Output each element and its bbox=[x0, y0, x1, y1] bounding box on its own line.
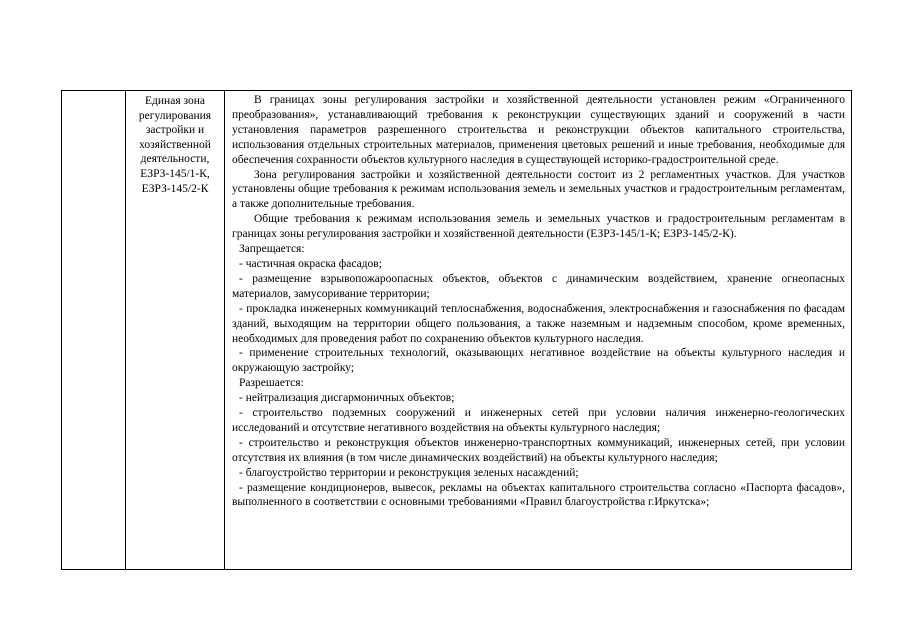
list-item: - размещение взрывопожароопасных объектов, объектов с динамическим воздействием, хранение огнеопасных материалов, замусоривание территории; bbox=[232, 272, 845, 300]
list-item: - строительство и реконструкция объектов инженерно-транспортных коммуникаций, инженерных сетей, при условии отсутствия их влияния (в том числе динамических воздействий) на объекты культурного наследия; bbox=[232, 436, 845, 464]
list-item: - частичная окраска фасадов; bbox=[239, 257, 382, 270]
allowed-heading: Разрешается: bbox=[239, 377, 304, 390]
prohibited-heading: Запрещается: bbox=[239, 243, 305, 256]
requirements-cell bbox=[225, 91, 852, 570]
number-cell bbox=[62, 91, 126, 570]
zone-name: Единая зона регулирования застройки и хозяйственной деятельности, ЕЗРЗ-145/1-К, ЕЗРЗ-145/2-К bbox=[138, 95, 212, 195]
paragraph: В границах зоны регулирования застройки и хозяйственной деятельности установлен режим «Ограниченного преобразования», устанавливающий требования к реконструкции существующих зданий и сооружений в части установления параметров разрешенного строительства и реконструкции объектов капитального строительства, использования отдельных строительных материалов, применения цветовых решений и иные требования, необходимые для обеспечения сохранности объектов культурного наследия в существующей историко-градостроительной среде. bbox=[232, 94, 845, 166]
list-item: - нейтрализация дисгармоничных объектов; bbox=[239, 392, 455, 405]
list-item: - размещение кондиционеров, вывесок, рекламы на объектах капитального строительства согласно «Паспорта фасадов», выполненного в соответствии с основными требованиями «Правил благоустройства г.Иркутска»; bbox=[232, 481, 845, 509]
requirements-text bbox=[225, 91, 851, 510]
table-row bbox=[62, 91, 852, 570]
list-item: - строительство подземных сооружений и инженерных сетей при условии наличия инженерно-геологических исследований и отсутствие негативного воздействия на объекты культурного наследия; bbox=[232, 407, 845, 434]
zone-cell bbox=[126, 91, 225, 570]
list-item: - применение строительных технологий, оказывающих негативное воздействие на объекты культурного наследия и окружающую застройку; bbox=[232, 347, 845, 375]
list-item: - прокладка инженерных коммуникаций теплоснабжения, водоснабжения, электроснабжения и газоснабжения по фасадам зданий, выходящим на территории общего пользования, а также наземным и надземным способом, кроме временных, необходимых для проведения работ по сохранению объектов культурного наследия. bbox=[232, 302, 845, 345]
list-item: - благоустройство территории и реконструкция зеленых насаждений; bbox=[239, 466, 579, 479]
paragraph: Зона регулирования застройки и хозяйственной деятельности состоит из 2 регламентных участков. Для участков установлены общие требования к режимам использования земель и земельных участков и градостроительным регламентам, а также дополнительные требования. bbox=[232, 168, 845, 211]
regulation-table bbox=[61, 90, 852, 570]
paragraph: Общие требования к режимам использования земель и земельных участков и градостроительным регламентам в границах зоны регулирования застройки и хозяйственной деятельности (ЕЗРЗ-145/1-К; ЕЗРЗ-145/2-К). bbox=[232, 213, 845, 241]
